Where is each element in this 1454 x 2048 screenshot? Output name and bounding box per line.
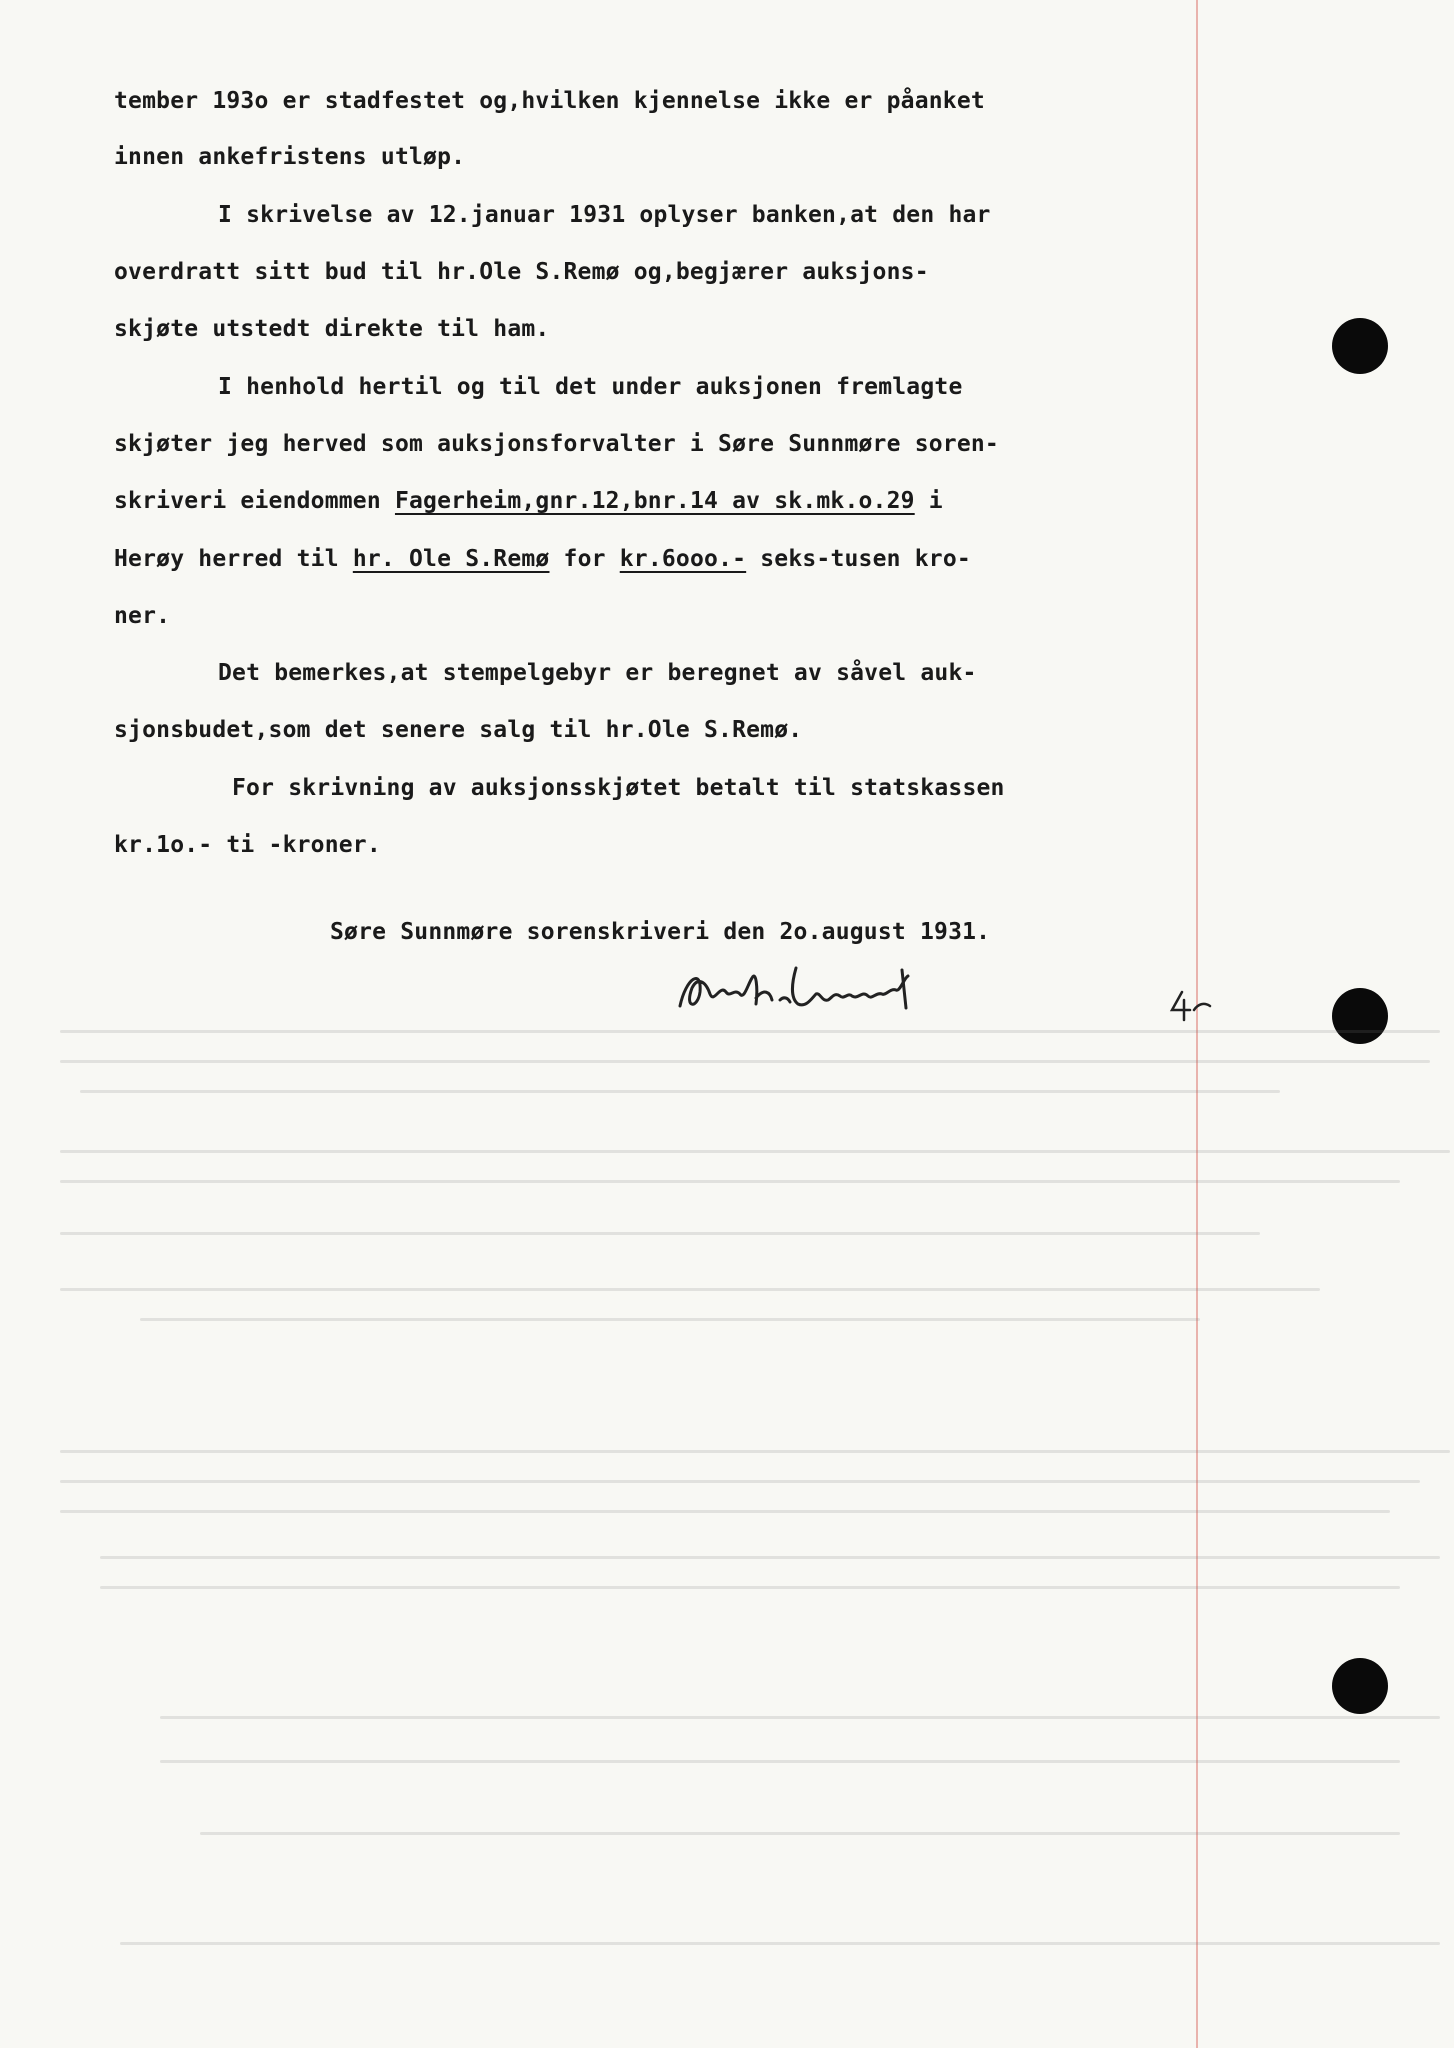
text-line: kr.1o.- ti -kroner. (114, 832, 381, 858)
bleed-through-line (100, 1556, 1440, 1559)
bleed-through-line (60, 1510, 1390, 1513)
bleed-through-line (140, 1318, 1200, 1321)
bleed-through-line (160, 1760, 1400, 1763)
punch-hole-middle (1332, 988, 1388, 1044)
text-segment: Herøy herred til (114, 546, 353, 572)
bleed-through-line (60, 1030, 1440, 1033)
buyer-name: hr. Ole S.Remø (352, 546, 550, 572)
bleed-through-line (60, 1150, 1450, 1153)
property-reference: Fagerheim,gnr.12,bnr.14 av sk.mk.o.29 (394, 488, 915, 514)
text-line: tember 193o er stadfestet og,hvilken kjennelse ikke er påanket (114, 88, 985, 114)
bleed-through-line (60, 1232, 1260, 1235)
text-line: sjonsbudet,som det senere salg til hr.Ole S.Remø. (114, 717, 803, 743)
price-amount: kr.6ooo.- (619, 546, 747, 572)
bleed-through-line (60, 1180, 1400, 1183)
text-segment: skriveri eiendommen (114, 488, 395, 514)
text-line: innen ankefristens utløp. (114, 144, 466, 170)
bleed-through-line (160, 1716, 1440, 1719)
text-line: Det bemerkes,at stempelgebyr er beregnet av såvel auk- (218, 660, 977, 686)
bleed-through-line (60, 1288, 1320, 1291)
punch-hole-bottom (1332, 1658, 1388, 1714)
signature (672, 948, 932, 1028)
text-line: For skrivning av auksjonsskjøtet betalt til statskassen (232, 775, 1005, 801)
bleed-through-line (80, 1090, 1280, 1093)
bleed-through-line (120, 1942, 1440, 1945)
text-line: I skrivelse av 12.januar 1931 oplyser banken,at den har (218, 202, 991, 228)
text-line: overdratt sitt bud til hr.Ole S.Remø og,begjærer auksjons- (114, 259, 929, 285)
text-line (114, 546, 971, 572)
initial-mark (1168, 988, 1214, 1024)
text-segment: i (914, 488, 943, 514)
bleed-through-line (60, 1060, 1430, 1063)
text-line: ner. (114, 603, 171, 629)
text-segment: seks-tusen kro- (746, 546, 971, 572)
bleed-through-line (60, 1480, 1420, 1483)
date-line: Søre Sunnmøre sorenskriveri den 2o.august 1931. (330, 919, 991, 945)
text-segment: for (549, 546, 620, 572)
text-line: I henhold hertil og til det under auksjonen fremlagte (218, 374, 963, 400)
punch-hole-top (1332, 318, 1388, 374)
bleed-through-line (60, 1450, 1450, 1453)
text-line (114, 488, 943, 514)
text-line: skjøte utstedt direkte til ham. (114, 316, 550, 342)
bleed-through-line (200, 1832, 1400, 1835)
text-line: skjøter jeg herved som auksjonsforvalter i Søre Sunnmøre soren- (114, 431, 999, 457)
bleed-through-line (100, 1586, 1400, 1589)
margin-rule (1196, 0, 1198, 2048)
